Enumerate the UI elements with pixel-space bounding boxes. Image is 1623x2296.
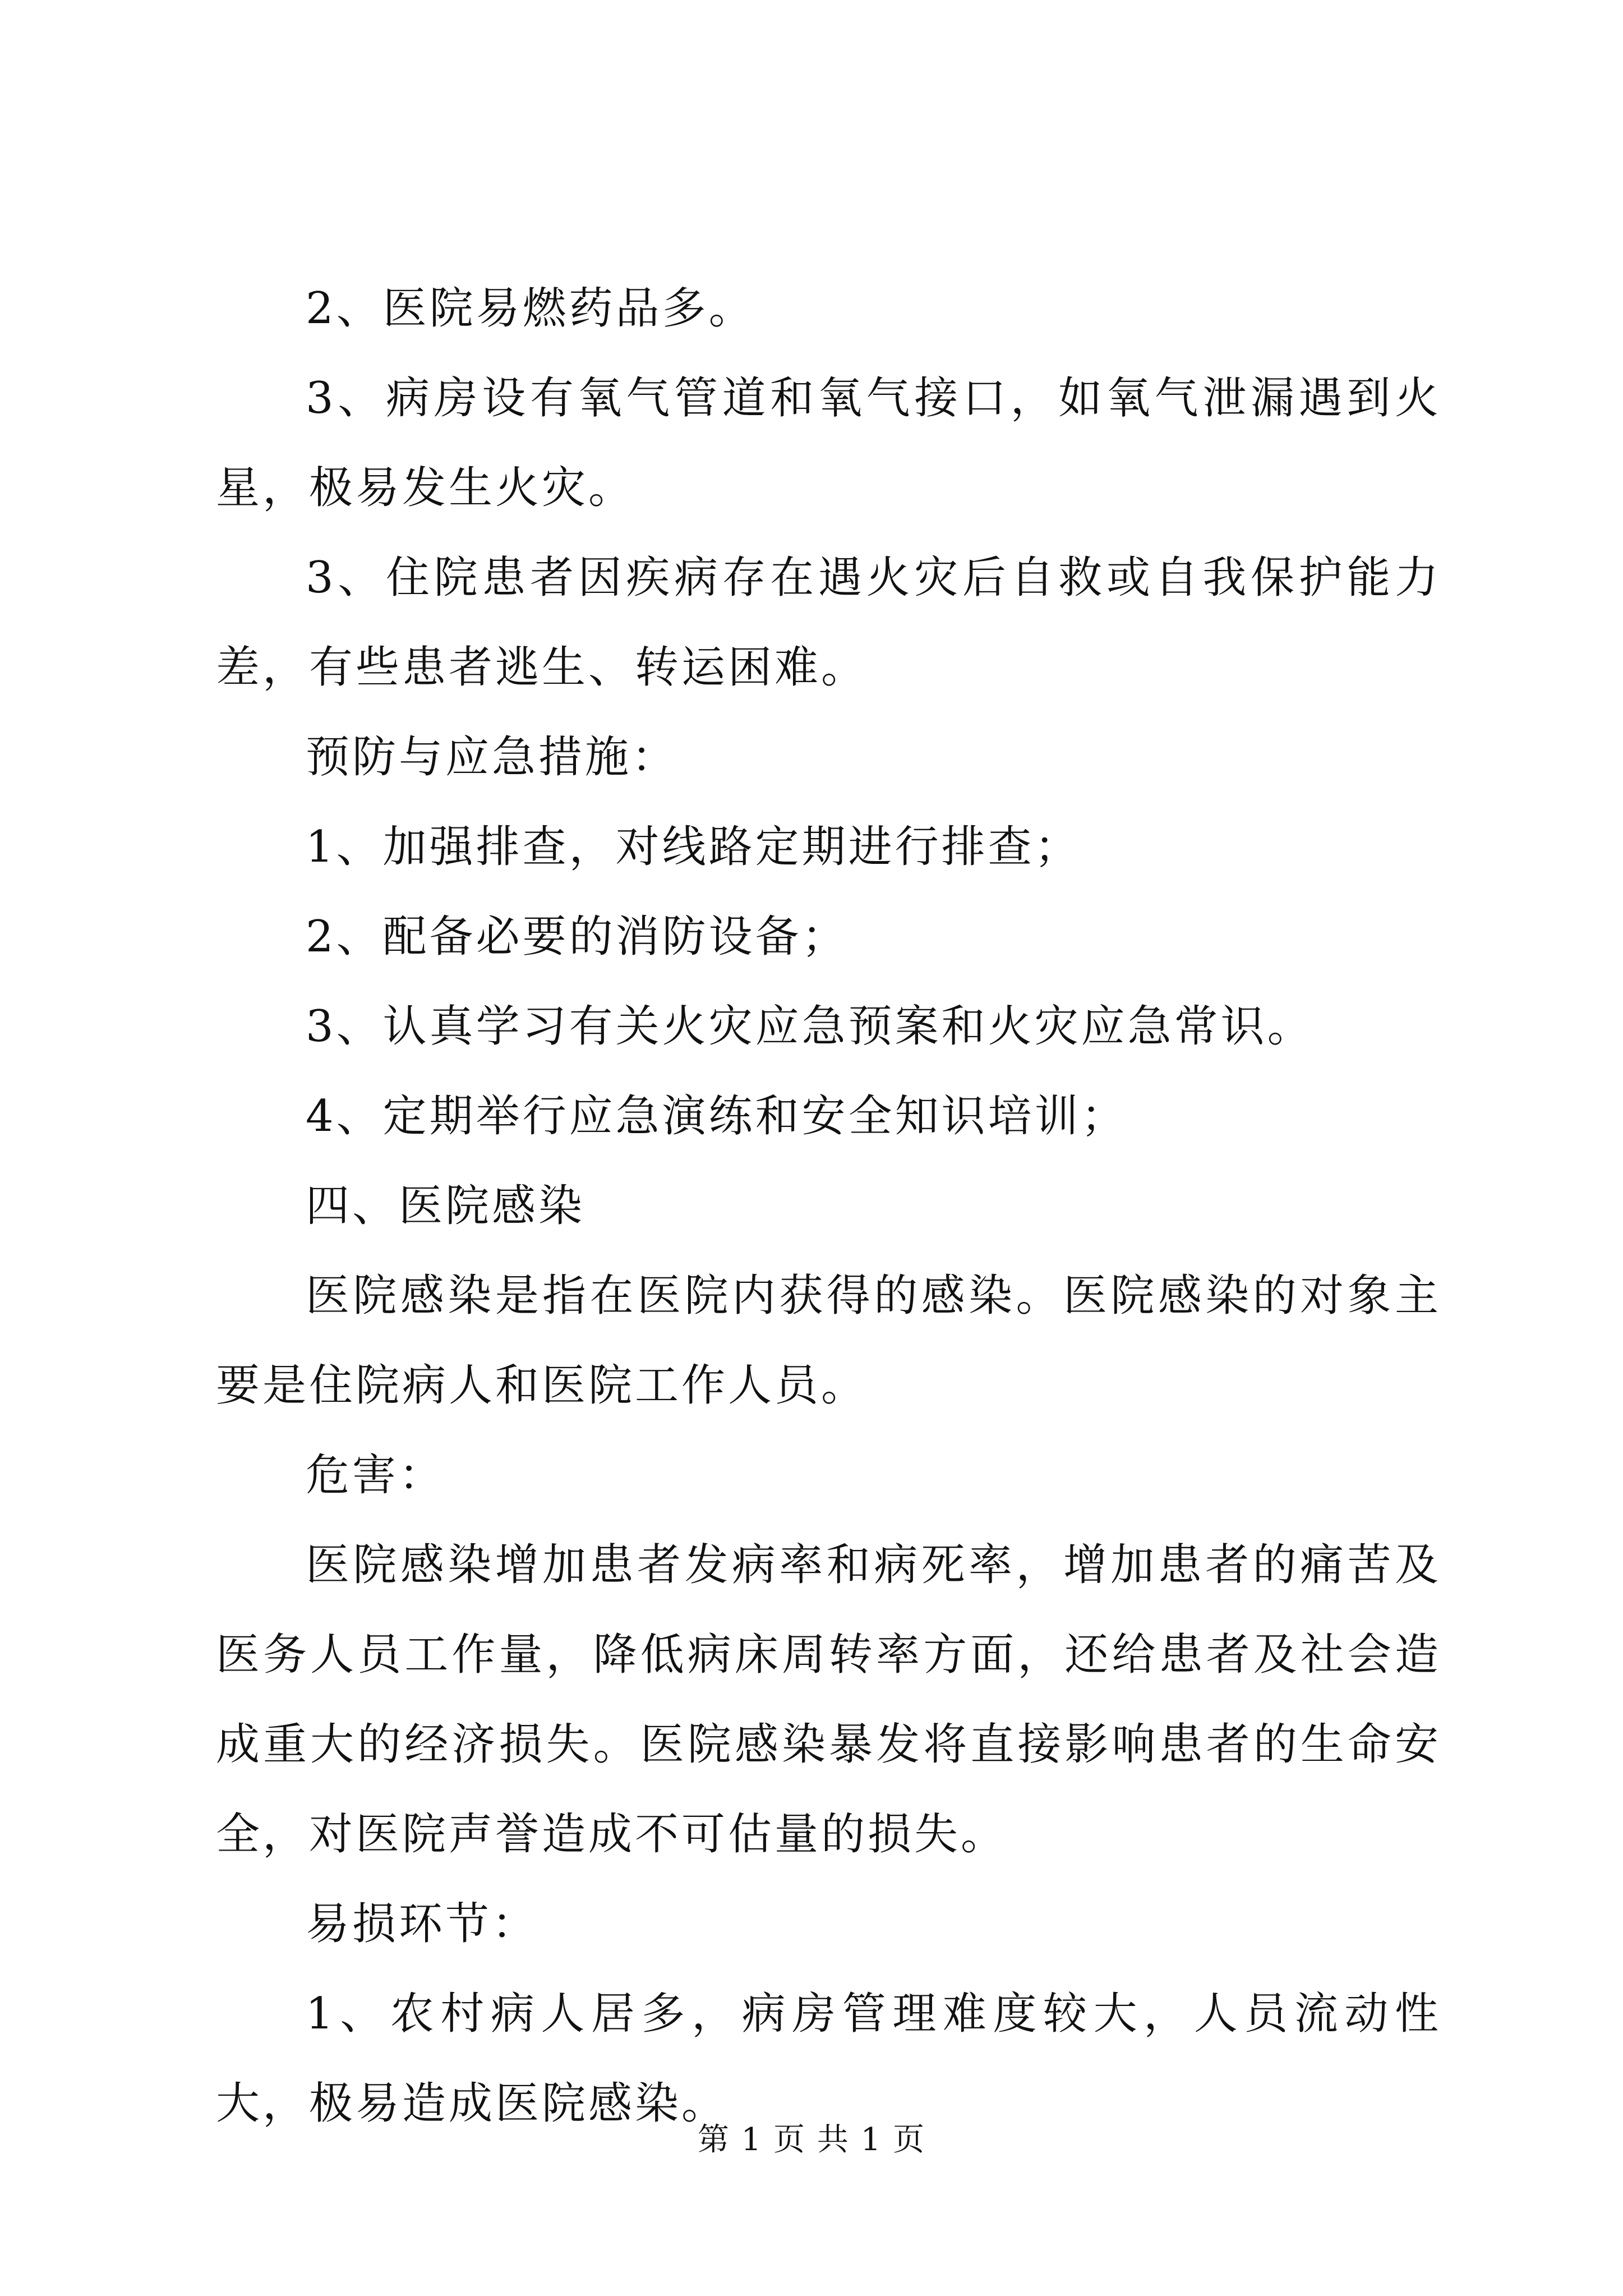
paragraph: 易损环节： [306,1899,539,1949]
paragraph: 3、住院患者因疾病存在遇火灾后自救或自我保护能力差，有些患者逃生、转运困难。 [216,553,1441,693]
paragraph: 3、认真学习有关火灾应急预案和火灾应急常识。 [306,1001,1314,1052]
paragraph: 预防与应急措施： [306,732,679,783]
paragraph: 2、配备必要的消防设备； [306,912,849,962]
paragraph: 医院感染增加患者发病率和病死率，增加患者的痛苦及医务人员工作量，降低病床周转率方面，还给患者及社会造成重大的经济损失。医院感染暴发将直接影响患者的生命安全，对医院声誉造成不可估量的损失。 [216,1540,1441,1860]
paragraph: 医院感染是指在医院内获得的感染。医院感染的对象主要是住院病人和医院工作人员。 [216,1271,1441,1411]
page-number-footer: 第 1 页 共 1 页 [697,2122,926,2158]
paragraph: 2、医院易燃药品多。 [306,283,755,334]
paragraph: 1、加强排查，对线路定期进行排查； [306,822,1081,872]
document-body [216,264,1441,2148]
paragraph: 危害： [306,1450,446,1501]
section-heading: 四、医院感染 [306,1181,585,1231]
paragraph: 4、定期举行应急演练和安全知识培训； [306,1091,1128,1142]
paragraph: 1、农村病人居多，病房管理难度较大，人员流动性大，极易造成医院感染。 [216,1989,1441,2129]
paragraph: 3、病房设有氧气管道和氧气接口，如氧气泄漏遇到火星，极易发生火灾。 [216,373,1441,513]
